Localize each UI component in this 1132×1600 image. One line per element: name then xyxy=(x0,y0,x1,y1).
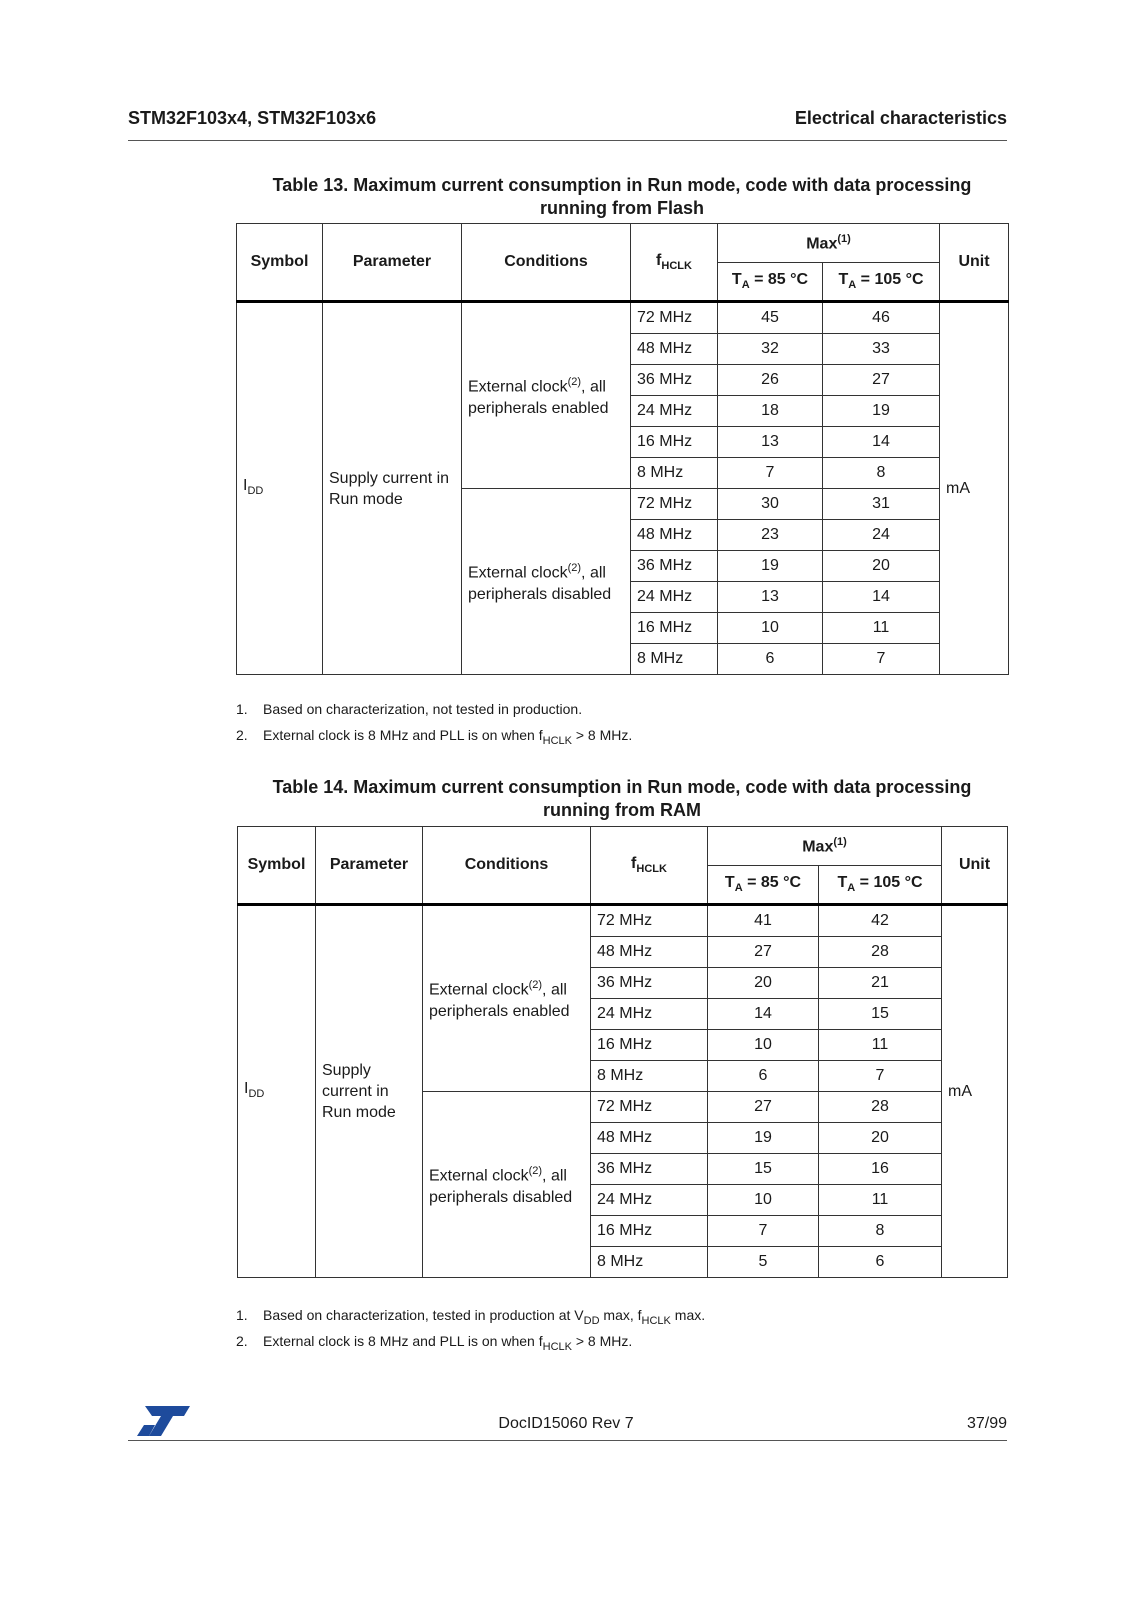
table13-header-conditions: Conditions xyxy=(462,224,631,302)
table13-freq-cell: 8 MHz xyxy=(631,644,718,675)
table13-ta85-cell: 23 xyxy=(718,520,823,551)
table14-ta105-cell: 11 xyxy=(819,1185,942,1216)
table14-ta85-cell: 19 xyxy=(708,1123,819,1154)
table14-unit: mA xyxy=(942,905,1008,1278)
table14-freq-cell: 48 MHz xyxy=(591,937,708,968)
table14-ta105-cell: 8 xyxy=(819,1216,942,1247)
table13-ta105-cell: 14 xyxy=(823,427,940,458)
table14-freq-cell: 8 MHz xyxy=(591,1061,708,1092)
doc-header-right: Electrical characteristics xyxy=(794,108,1007,128)
table13-ta85-cell: 18 xyxy=(718,396,823,427)
table13-ta105-cell: 33 xyxy=(823,334,940,365)
table13-caption xyxy=(236,174,1008,220)
table14-ta85-cell: 5 xyxy=(708,1247,819,1278)
table13-ta85-cell: 30 xyxy=(718,489,823,520)
table14-header-fhclk: $f_{HCLK}$ xyxy=(591,827,708,905)
table13-note-1: 1. Based on characterization, not tested in production. xyxy=(236,701,583,717)
table14-freq-cell: 16 MHz xyxy=(591,1030,708,1061)
table14-condition-enabled: External clock$^{(2)}$, all peripherals enabled xyxy=(423,905,591,1092)
table14-note-1: 1. Based on characterization, tested in production at $V_{DD}$ max, $f_{HCLK}$ max. xyxy=(236,1307,706,1327)
table14-header-conditions: Conditions xyxy=(423,827,591,905)
table13-header-symbol: Symbol xyxy=(237,224,323,302)
table13-unit: mA xyxy=(940,302,1009,675)
table13-ta105-cell: 11 xyxy=(823,613,940,644)
table14-header-parameter: Parameter xyxy=(316,827,423,905)
table13-ta85-cell: 7 xyxy=(718,458,823,489)
table14-ta105-cell: 28 xyxy=(819,937,942,968)
table14-header-symbol: Symbol xyxy=(238,827,316,905)
table13-caption-line2: running from Flash xyxy=(540,198,704,218)
table13 xyxy=(236,223,1009,675)
table14-header-unit: Unit xyxy=(942,827,1008,905)
table13-freq-cell: 48 MHz xyxy=(631,334,718,365)
table14-ta85-cell: 10 xyxy=(708,1030,819,1061)
table14-freq-cell: 36 MHz xyxy=(591,968,708,999)
table14-freq-cell: 8 MHz xyxy=(591,1247,708,1278)
table14-parameter: Supply current in Run mode xyxy=(316,905,423,1278)
table14-symbol: $I_{DD}$ xyxy=(238,905,316,1278)
table13-ta105-cell: 8 xyxy=(823,458,940,489)
table14-freq-cell: 24 MHz xyxy=(591,999,708,1030)
table13-header-parameter: Parameter xyxy=(323,224,462,302)
table13-header-fhclk: $f_{HCLK}$ xyxy=(631,224,718,302)
table14-ta85-cell: 15 xyxy=(708,1154,819,1185)
table14-ta105-cell: 42 xyxy=(819,905,942,937)
table13-ta105-cell: 19 xyxy=(823,396,940,427)
table14-freq-cell: 48 MHz xyxy=(591,1123,708,1154)
table13-ta85-cell: 13 xyxy=(718,427,823,458)
table14-ta105-cell: 6 xyxy=(819,1247,942,1278)
table-row xyxy=(238,905,1008,937)
table13-header-ta105: $T_A = 105$ °C xyxy=(823,263,940,302)
footer-page-number: 37/99 xyxy=(966,1415,1007,1432)
table14-condition-disabled: External clock$^{(2)}$, all peripherals disabled xyxy=(423,1092,591,1278)
table14-caption-line2: running from RAM xyxy=(543,800,701,820)
table14-ta105-cell: 7 xyxy=(819,1061,942,1092)
table13-ta85-cell: 19 xyxy=(718,551,823,582)
table13-freq-cell: 36 MHz xyxy=(631,551,718,582)
table14-caption xyxy=(236,776,1008,822)
table13-ta85-cell: 13 xyxy=(718,582,823,613)
table14-ta85-cell: 7 xyxy=(708,1216,819,1247)
table13-ta85-cell: 45 xyxy=(718,302,823,334)
table14-ta105-cell: 15 xyxy=(819,999,942,1030)
table13-freq-cell: 36 MHz xyxy=(631,365,718,396)
table13-ta85-cell: 6 xyxy=(718,644,823,675)
table14-header-ta85: $T_A = 85$ °C xyxy=(708,866,819,905)
footer-rule xyxy=(128,1440,1007,1441)
table14-note-2: 2. External clock is 8 MHz and PLL is on when $f_{HCLK} > 8$ MHz. xyxy=(236,1333,633,1353)
table13-ta105-cell: 20 xyxy=(823,551,940,582)
table14-header-ta105: $T_A = 105$ °C xyxy=(819,866,942,905)
table13-ta105-cell: 14 xyxy=(823,582,940,613)
table13-caption-line1: Table 13. Maximum current consumption in Run mode, code with data processing xyxy=(272,175,972,195)
table14-freq-cell: 36 MHz xyxy=(591,1154,708,1185)
table13-freq-cell: 24 MHz xyxy=(631,396,718,427)
table13-freq-cell: 72 MHz xyxy=(631,302,718,334)
table13-note-2: 2. External clock is 8 MHz and PLL is on when $f_{HCLK} > 8$ MHz. xyxy=(236,727,633,747)
table13-header-max: Max$^{(1)}$ xyxy=(718,224,940,263)
table13-ta85-cell: 32 xyxy=(718,334,823,365)
table14-ta105-cell: 11 xyxy=(819,1030,942,1061)
table13-freq-cell: 48 MHz xyxy=(631,520,718,551)
table13-freq-cell: 24 MHz xyxy=(631,582,718,613)
table-row xyxy=(237,302,1009,334)
table13-ta105-cell: 27 xyxy=(823,365,940,396)
table13-ta85-cell: 26 xyxy=(718,365,823,396)
table14-freq-cell: 72 MHz xyxy=(591,905,708,937)
table14-header-max: Max$^{(1)}$ xyxy=(708,827,942,866)
table14-ta85-cell: 14 xyxy=(708,999,819,1030)
table14-freq-cell: 16 MHz xyxy=(591,1216,708,1247)
table13-ta105-cell: 46 xyxy=(823,302,940,334)
table13-parameter: Supply current in Run mode xyxy=(323,302,462,675)
table14-caption-line1: Table 14. Maximum current consumption in Run mode, code with data processing xyxy=(272,777,972,797)
table13-ta105-cell: 31 xyxy=(823,489,940,520)
table13-ta105-cell: 24 xyxy=(823,520,940,551)
table13-freq-cell: 16 MHz xyxy=(631,427,718,458)
table14-ta85-cell: 41 xyxy=(708,905,819,937)
table14 xyxy=(237,826,1008,1278)
table14-ta105-cell: 28 xyxy=(819,1092,942,1123)
table13-header-unit: Unit xyxy=(940,224,1009,302)
table14-freq-cell: 24 MHz xyxy=(591,1185,708,1216)
table13-ta105-cell: 7 xyxy=(823,644,940,675)
table13-condition-enabled: External clock$^{(2)}$, all peripherals enabled xyxy=(462,302,631,489)
table14-ta105-cell: 21 xyxy=(819,968,942,999)
table13-freq-cell: 72 MHz xyxy=(631,489,718,520)
table13-header-ta85: $T_A = 85$ °C xyxy=(718,263,823,302)
table13-freq-cell: 16 MHz xyxy=(631,613,718,644)
table14-ta85-cell: 6 xyxy=(708,1061,819,1092)
table14-ta85-cell: 27 xyxy=(708,937,819,968)
table14-ta85-cell: 27 xyxy=(708,1092,819,1123)
table14-ta85-cell: 20 xyxy=(708,968,819,999)
table14-ta105-cell: 16 xyxy=(819,1154,942,1185)
table14-ta105-cell: 20 xyxy=(819,1123,942,1154)
header-rule xyxy=(128,140,1007,141)
table14-freq-cell: 72 MHz xyxy=(591,1092,708,1123)
table13-freq-cell: 8 MHz xyxy=(631,458,718,489)
table14-ta85-cell: 10 xyxy=(708,1185,819,1216)
doc-header-left: STM32F103x4, STM32F103x6 xyxy=(128,108,377,128)
table13-ta85-cell: 10 xyxy=(718,613,823,644)
table13-symbol: $I_{DD}$ xyxy=(237,302,323,675)
footer-doc-id: DocID15060 Rev 7 xyxy=(498,1415,634,1432)
table13-condition-disabled: External clock$^{(2)}$, all peripherals disabled xyxy=(462,489,631,675)
